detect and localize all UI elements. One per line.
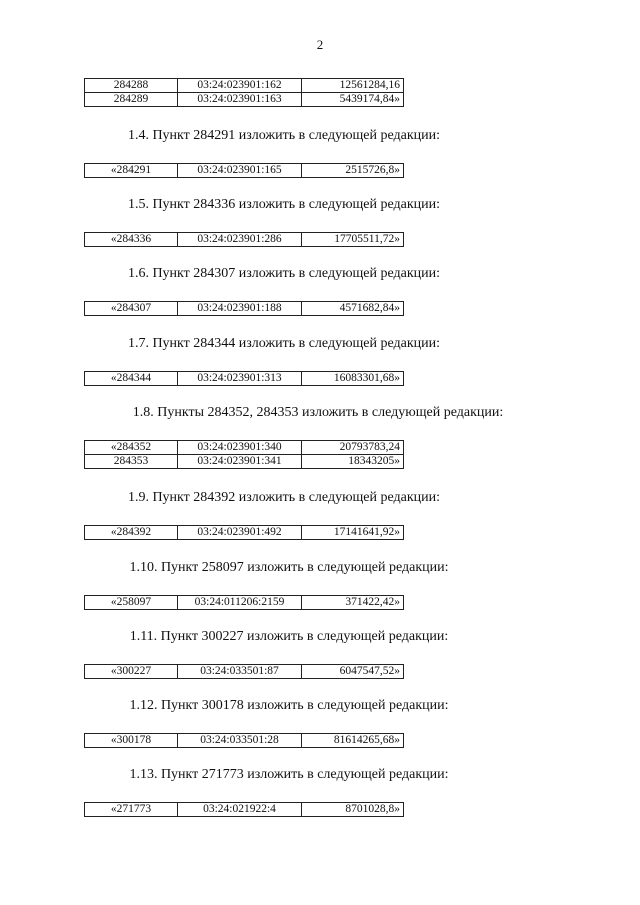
section-heading-text: 1.5. Пункт 284336 изложить в следующей редакции: [127, 197, 441, 212]
section-table-block [84, 371, 400, 386]
section-heading-text: 1.6. Пункт 284307 изложить в следующей редакции: [127, 266, 441, 281]
table-cell-value: 20793783,24 [302, 441, 404, 455]
section-heading [0, 128, 640, 144]
continued-table-block [84, 78, 400, 107]
table-cell-number: 284353 [85, 455, 178, 469]
page-number: 2 [316, 37, 324, 52]
section-table [84, 802, 404, 817]
section-table [84, 232, 404, 247]
table-cell-value: 81614265,68» [302, 734, 404, 748]
table-cell-number: «284352 [85, 441, 178, 455]
table-row [85, 79, 404, 93]
section-table-block [84, 595, 400, 610]
section-heading [0, 629, 640, 645]
table-cell-cadastral: 03:24:023901:286 [178, 233, 302, 247]
table-cell-cadastral: 03:24:023901:341 [178, 455, 302, 469]
section-table [84, 664, 404, 679]
section-heading [0, 266, 640, 282]
section-heading-text: 1.7. Пункт 284344 изложить в следующей редакции: [127, 336, 441, 351]
table-cell-number: «300178 [85, 734, 178, 748]
table-cell-value: 17705511,72» [302, 233, 404, 247]
continued-table [84, 78, 404, 107]
table-row [85, 93, 404, 107]
table-row [85, 526, 404, 540]
section-table-block [84, 802, 400, 817]
section-table-block [84, 232, 400, 247]
table-cell-number: 284289 [85, 93, 178, 107]
table-cell-value: 12561284,16 [302, 79, 404, 93]
section-heading-text: 1.12. Пункт 300178 изложить в следующей редакции: [129, 698, 449, 713]
table-cell-cadastral: 03:24:023901:492 [178, 526, 302, 540]
table-cell-number: 284288 [85, 79, 178, 93]
section-heading-text: 1.13. Пункт 271773 изложить в следующей редакции: [129, 767, 449, 782]
section-heading-text: 1.4. Пункт 284291 изложить в следующей редакции: [127, 128, 441, 143]
table-row [85, 734, 404, 748]
table-cell-cadastral: 03:24:021922:4 [178, 803, 302, 817]
table-row [85, 233, 404, 247]
section-table [84, 163, 404, 178]
table-row [85, 665, 404, 679]
section-heading-text: 1.11. Пункт 300227 изложить в следующей редакции: [129, 629, 449, 644]
section-table [84, 733, 404, 748]
table-cell-value: 371422,42» [302, 596, 404, 610]
section-table [84, 301, 404, 316]
table-cell-value: 6047547,52» [302, 665, 404, 679]
table-cell-number: «284344 [85, 372, 178, 386]
table-cell-value: 8701028,8» [302, 803, 404, 817]
table-cell-number: «258097 [85, 596, 178, 610]
section-table [84, 440, 404, 469]
table-cell-value: 2515726,8» [302, 164, 404, 178]
table-cell-value: 17141641,92» [302, 526, 404, 540]
table-cell-number: «284392 [85, 526, 178, 540]
table-cell-number: «284336 [85, 233, 178, 247]
table-cell-cadastral: 03:24:023901:340 [178, 441, 302, 455]
section-table [84, 525, 404, 540]
table-cell-cadastral: 03:24:033501:28 [178, 734, 302, 748]
section-heading [0, 560, 640, 576]
section-table-block [84, 440, 400, 469]
section-table [84, 595, 404, 610]
table-cell-cadastral: 03:24:033501:87 [178, 665, 302, 679]
table-row [85, 302, 404, 316]
section-heading-text: 1.8. Пункты 284352, 284353 изложить в следующей редакции: [132, 405, 504, 420]
table-cell-number: «284291 [85, 164, 178, 178]
section-table-block [84, 163, 400, 178]
section-heading-text: 1.10. Пункт 258097 изложить в следующей редакции: [129, 560, 449, 575]
table-cell-value: 18343205» [302, 455, 404, 469]
table-cell-cadastral: 03:24:011206:2159 [178, 596, 302, 610]
table-cell-number: «271773 [85, 803, 178, 817]
section-heading [0, 336, 640, 352]
table-row [85, 164, 404, 178]
section-heading-text: 1.9. Пункт 284392 изложить в следующей редакции: [127, 490, 441, 505]
table-cell-cadastral: 03:24:023901:188 [178, 302, 302, 316]
section-heading [0, 405, 640, 421]
section-heading [0, 490, 640, 506]
section-table-block [84, 664, 400, 679]
table-row [85, 441, 404, 455]
table-cell-value: 5439174,84» [302, 93, 404, 107]
table-cell-number: «300227 [85, 665, 178, 679]
table-cell-value: 4571682,84» [302, 302, 404, 316]
section-table-block [84, 525, 400, 540]
section-heading [0, 698, 640, 714]
section-table-block [84, 301, 400, 316]
table-row [85, 455, 404, 469]
table-row [85, 372, 404, 386]
section-heading [0, 197, 640, 213]
table-row [85, 596, 404, 610]
table-cell-cadastral: 03:24:023901:163 [178, 93, 302, 107]
section-heading [0, 767, 640, 783]
table-cell-number: «284307 [85, 302, 178, 316]
table-cell-cadastral: 03:24:023901:162 [178, 79, 302, 93]
table-cell-cadastral: 03:24:023901:313 [178, 372, 302, 386]
section-table-block [84, 733, 400, 748]
section-table [84, 371, 404, 386]
table-row [85, 803, 404, 817]
table-cell-value: 16083301,68» [302, 372, 404, 386]
table-cell-cadastral: 03:24:023901:165 [178, 164, 302, 178]
